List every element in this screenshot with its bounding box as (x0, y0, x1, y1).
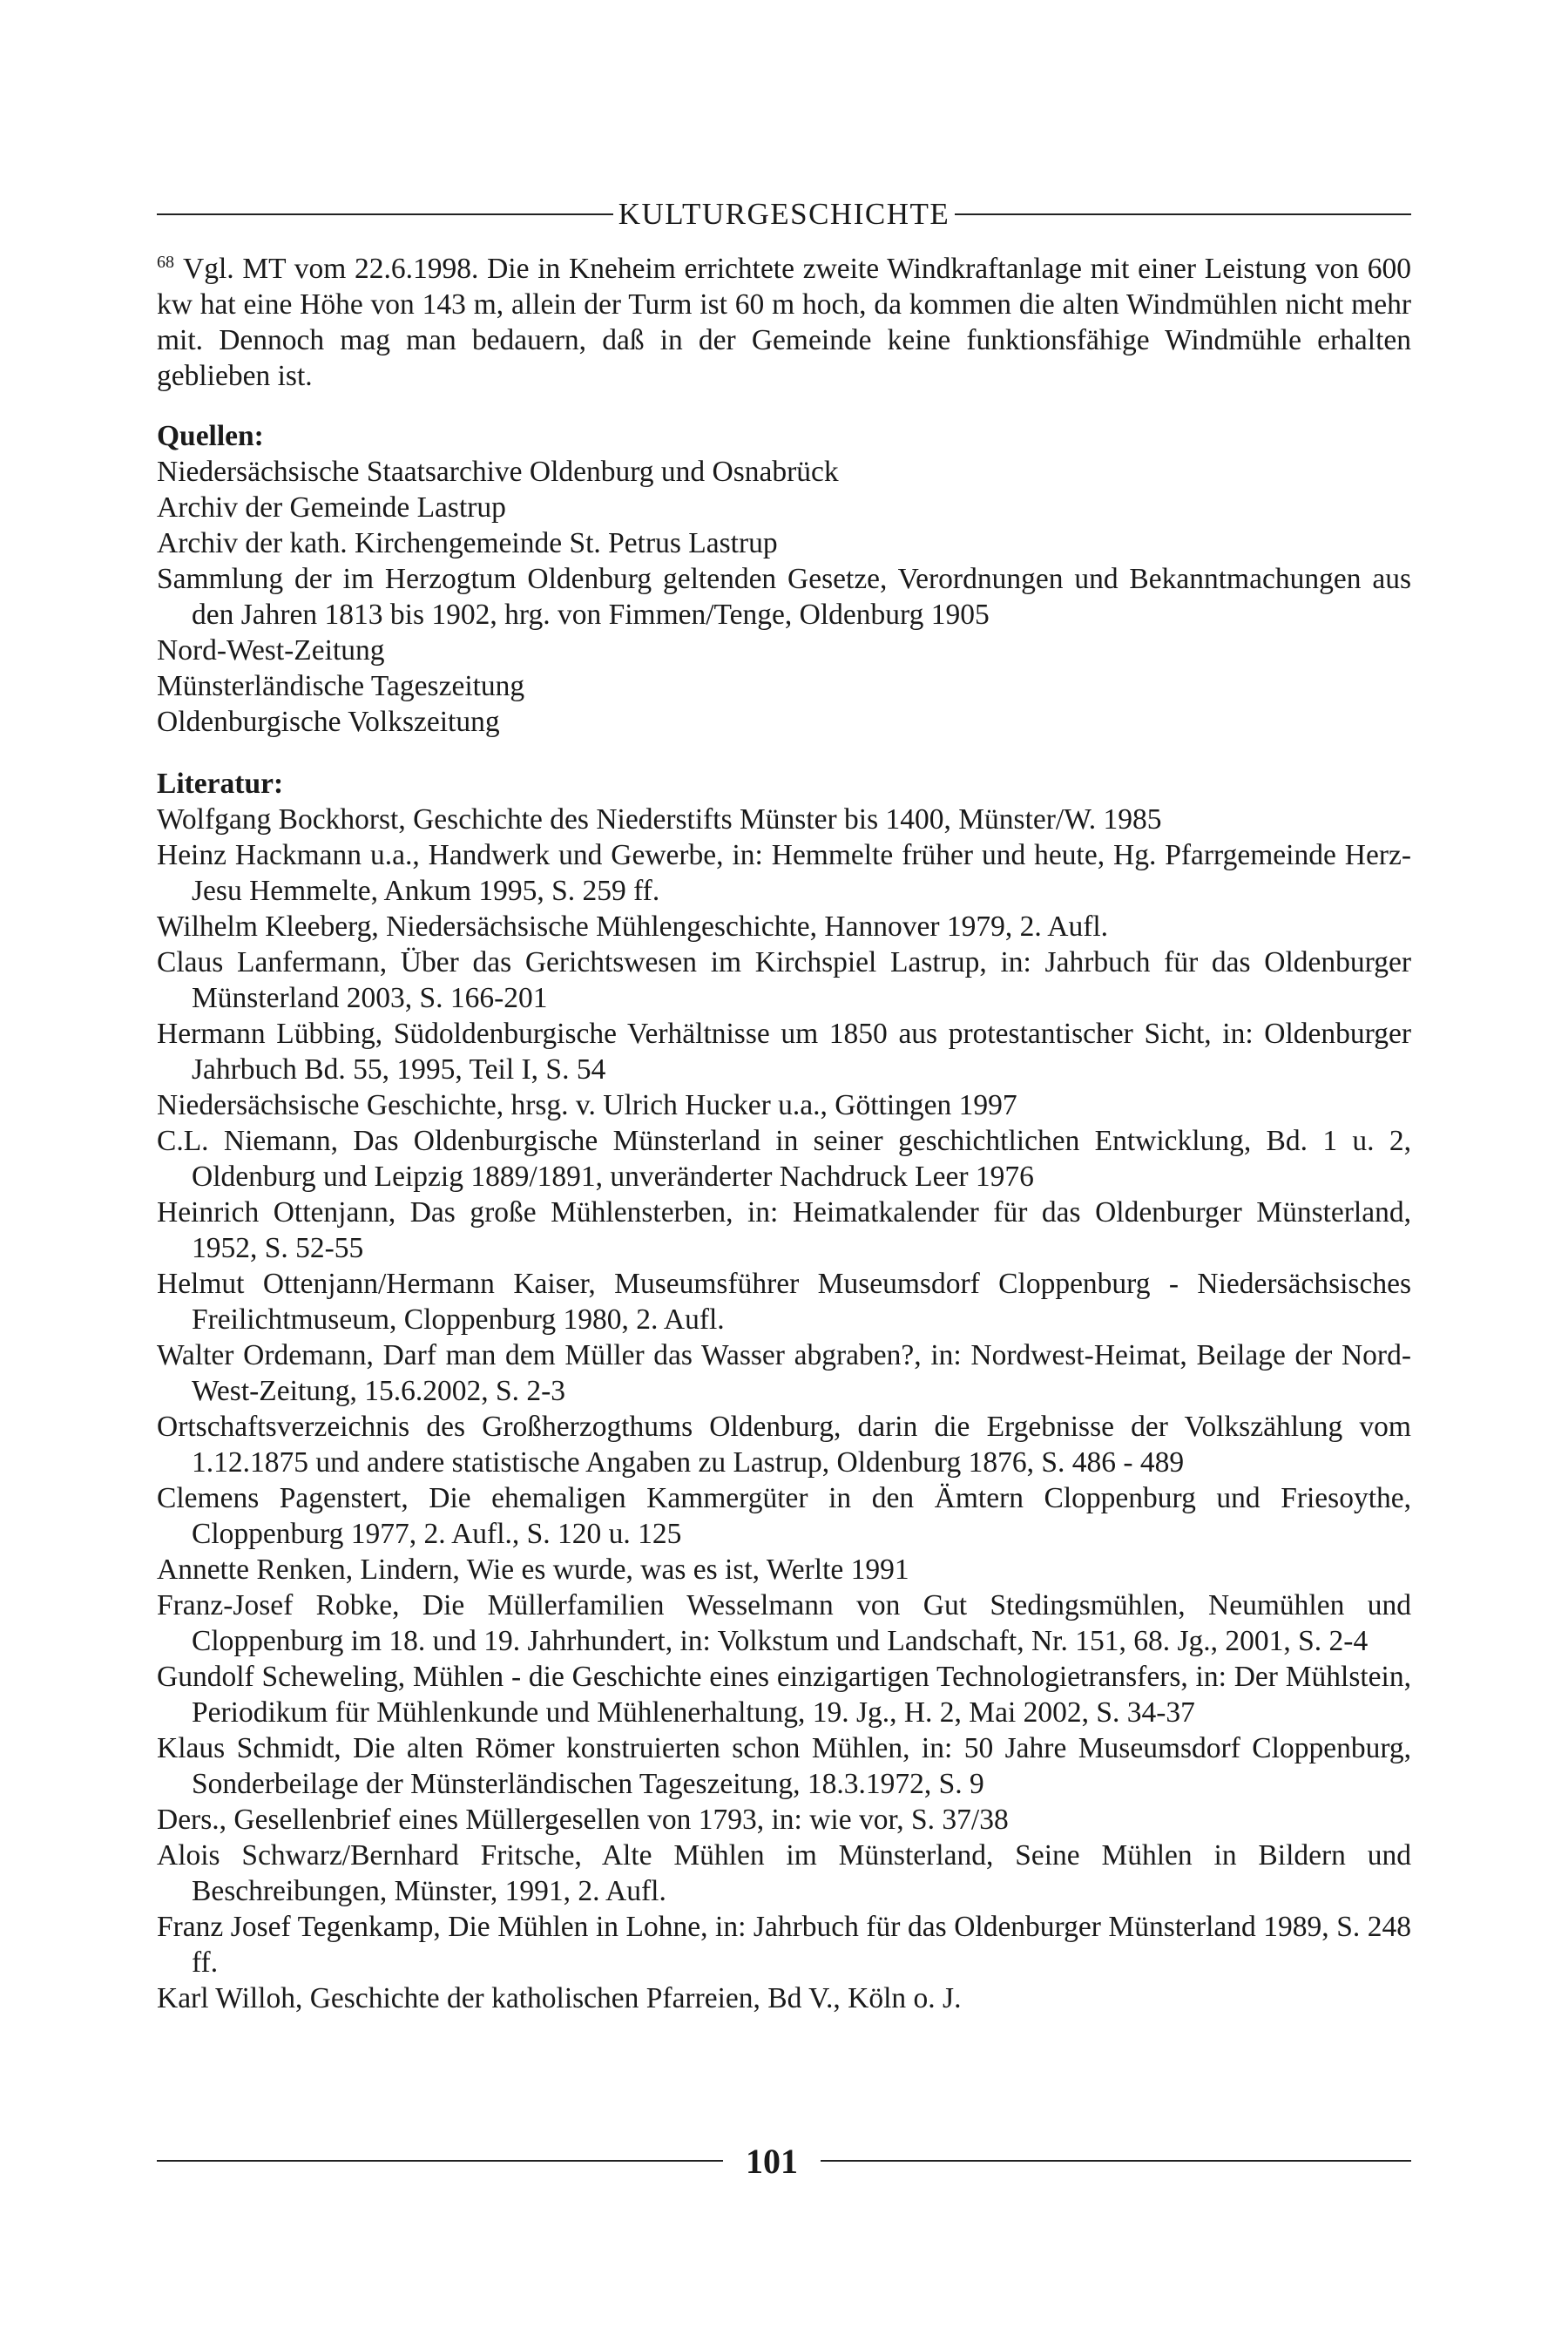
quellen-heading: Quellen: (157, 420, 264, 452)
literatur-heading: Literatur: (157, 768, 284, 800)
literatur-item: Ders., Gesellenbrief eines Müllergesellen von 1793, in: wie vor, S. 37/38 (157, 1804, 1009, 1836)
literatur-item: Heinrich Ottenjann, Das große Mühlensterben, in: Heimatkalender für das Oldenburger Münsterland, 1952, S. 52-55 (157, 1196, 1411, 1264)
footnote-text: Vgl. MT vom 22.6.1998. Die in Kneheim errichtete zweite Windkraftanlage mit einer Leistung von 600 kw hat eine Höhe von 143 m, allein der Turm ist 60 m hoch, da kommen die alten Windmühlen nicht mehr mit. Dennoch mag man bedauern, daß in der Gemeinde keine funktionsfähige Windmühle erhalten geblieben ist. (157, 253, 1411, 392)
header-rule-right (955, 213, 1411, 215)
literatur-item: Karl Willoh, Geschichte der katholischen Pfarreien, Bd V., Köln o. J. (157, 1982, 962, 2014)
quellen-item: Nord-West-Zeitung (157, 634, 385, 667)
literatur-item: Gundolf Scheweling, Mühlen - die Geschichte eines einzigartigen Technologietransfers, in: Der Mühlstein, Periodikum für Mühlenkunde und Mühlenerhaltung, 19. Jg., H. 2, Mai 2002, S. 34-37 (157, 1661, 1411, 1729)
literatur-item: Niedersächsische Geschichte, hrsg. v. Ulrich Hucker u.a., Göttingen 1997 (157, 1089, 1017, 1121)
quellen-item: Sammlung der im Herzogtum Oldenburg geltenden Gesetze, Verordnungen und Bekanntmachungen aus den Jahren 1813 bis 1902, hrg. von Fimmen/Tenge, Oldenburg 1905 (157, 563, 1411, 631)
page-content (157, 251, 1411, 2016)
quellen-list (157, 454, 1411, 740)
footnote-number: 68 (157, 252, 174, 272)
literatur-item: Wilhelm Kleeberg, Niedersächsische Mühlengeschichte, Hannover 1979, 2. Aufl. (157, 910, 1109, 943)
quellen-item: Oldenburgische Volkszeitung (157, 706, 500, 738)
literatur-item: Franz Josef Tegenkamp, Die Mühlen in Lohne, in: Jahrbuch für das Oldenburger Münsterland 1989, S. 248 ff. (157, 1911, 1411, 1979)
literatur-item: Hermann Lübbing, Südoldenburgische Verhältnisse um 1850 aus protestantischer Sicht, in: Oldenburger Jahrbuch Bd. 55, 1995, Teil I, S. 54 (157, 1018, 1411, 1086)
footnote (157, 251, 1411, 394)
literatur-list (157, 802, 1411, 2016)
header-title: KULTURGESCHICHTE (618, 197, 950, 231)
literatur-item: Franz-Josef Robke, Die Müllerfamilien Wesselmann von Gut Stedingsmühlen, Neumühlen und Cloppenburg im 18. und 19. Jahrhundert, in: Volkstum und Landschaft, Nr. 151, 68. Jg., 2001, S. 2-4 (157, 1589, 1411, 1657)
running-header (157, 190, 1411, 239)
literatur-item: Annette Renken, Lindern, Wie es wurde, was es ist, Werlte 1991 (157, 1554, 909, 1586)
literatur-item: Claus Lanfermann, Über das Gerichtswesen im Kirchspiel Lastrup, in: Jahrbuch für das Oldenburger Münsterland 2003, S. 166-201 (157, 946, 1411, 1014)
quellen-item: Münsterländische Tageszeitung (157, 670, 525, 702)
quellen-item: Niedersächsische Staatsarchive Oldenburg und Osnabrück (157, 456, 839, 488)
literatur-item: Ortschaftsverzeichnis des Großherzogthums Oldenburg, darin die Ergebnisse der Volkszählung vom 1.12.1875 und andere statistische Angaben zu Lastrup, Oldenburg 1876, S. 486 - 489 (157, 1411, 1411, 1479)
literatur-item: Helmut Ottenjann/Hermann Kaiser, Museumsführer Museumsdorf Cloppenburg - Niedersächsisches Freilichtmuseum, Cloppenburg 1980, 2. Aufl. (157, 1268, 1411, 1336)
quellen-item: Archiv der kath. Kirchengemeinde St. Petrus Lastrup (157, 527, 778, 559)
literatur-item: C.L. Niemann, Das Oldenburgische Münsterland in seiner geschichtlichen Entwicklung, Bd. 1 u. 2, Oldenburg und Leipzig 1889/1891, unveränderter Nachdruck Leer 1976 (157, 1125, 1411, 1193)
page-number: 101 (746, 2141, 798, 2181)
literatur-item: Heinz Hackmann u.a., Handwerk und Gewerbe, in: Hemmelte früher und heute, Hg. Pfarrgemeinde Herz-Jesu Hemmelte, Ankum 1995, S. 259 ff. (157, 839, 1411, 907)
quellen-item: Archiv der Gemeinde Lastrup (157, 491, 506, 524)
footer-rule-left (157, 2160, 723, 2162)
literatur-item: Alois Schwarz/Bernhard Fritsche, Alte Mühlen im Münsterland, Seine Mühlen in Bildern und Beschreibungen, Münster, 1991, 2. Aufl. (157, 1839, 1411, 1907)
header-rule-left (157, 213, 613, 215)
literatur-item: Wolfgang Bockhorst, Geschichte des Niederstifts Münster bis 1400, Münster/W. 1985 (157, 803, 1162, 836)
page-footer (157, 2135, 1411, 2187)
literatur-item: Clemens Pagenstert, Die ehemaligen Kammergüter in den Ämtern Cloppenburg und Friesoythe, Cloppenburg 1977, 2. Aufl., S. 120 u. 125 (157, 1482, 1411, 1550)
literatur-item: Klaus Schmidt, Die alten Römer konstruierten schon Mühlen, in: 50 Jahre Museumsdorf Cloppenburg, Sonderbeilage der Münsterländischen Tageszeitung, 18.3.1972, S. 9 (157, 1732, 1411, 1800)
literatur-item: Walter Ordemann, Darf man dem Müller das Wasser abgraben?, in: Nordwest-Heimat, Beilage der Nord-West-Zeitung, 15.6.2002, S. 2-3 (157, 1339, 1411, 1407)
footer-rule-right (821, 2160, 1411, 2162)
